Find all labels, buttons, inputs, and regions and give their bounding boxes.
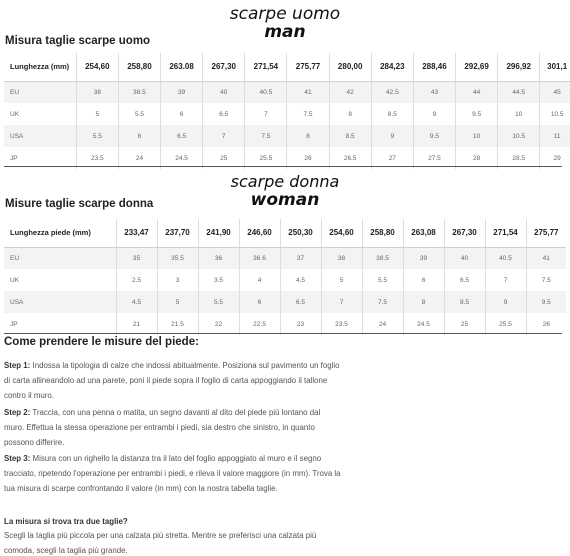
size-cell: 3 <box>157 269 198 291</box>
size-cell: 41 <box>526 247 566 269</box>
size-cell: 24 <box>362 313 403 335</box>
table-row <box>4 291 566 313</box>
header-length-cell: 296,92 <box>498 53 540 81</box>
size-cell: 5.5 <box>76 125 118 147</box>
between-sizes-heading: La misura si trova tra due taglie? <box>4 517 128 526</box>
header-length-cell: 263.08 <box>161 53 203 81</box>
header-length-cell: 267,30 <box>203 53 245 81</box>
men-header-row <box>4 53 570 81</box>
size-cell: 10.5 <box>550 110 564 118</box>
size-cell: 42 <box>329 81 371 103</box>
header-length-cell: 246,60 <box>239 219 280 247</box>
size-cell: 7.5 <box>541 276 551 284</box>
size-cell: 41 <box>287 81 329 103</box>
size-cell: 40.5 <box>485 247 526 269</box>
size-cell: 9.5 <box>456 103 498 125</box>
step-1 <box>4 358 342 403</box>
size-cell: 5 <box>321 269 362 291</box>
size-cell: 7 <box>203 125 245 147</box>
men-title-en: man <box>264 22 306 42</box>
size-cell: 4 <box>239 269 280 291</box>
row-label-cell: USA <box>4 291 116 313</box>
header-length-cell: 254,60 <box>76 53 118 81</box>
step-1-label: Step 1: <box>4 361 31 370</box>
header-length-cell: 292,69 <box>456 53 498 81</box>
men-title-it: scarpe uomo <box>229 4 341 24</box>
table-row <box>4 125 570 147</box>
header-length-cell: 301,1 <box>540 53 570 81</box>
size-cell: 42.5 <box>371 81 413 103</box>
header-label-cell: Lunghezza piede (mm) <box>4 219 116 247</box>
row-label-cell: UK <box>4 103 76 125</box>
size-cell: 10 <box>498 103 540 125</box>
between-sizes-title <box>4 514 342 529</box>
size-cell: 40 <box>203 81 245 103</box>
size-cell: 7.5 <box>245 125 287 147</box>
step-3 <box>4 451 342 496</box>
size-cell: 27 <box>371 147 413 169</box>
size-cell: 45 <box>540 81 570 103</box>
size-cell: 25.5 <box>485 313 526 335</box>
size-cell: 36.6 <box>239 247 280 269</box>
size-cell: 7 <box>485 269 526 291</box>
size-cell: 24.5 <box>403 313 444 335</box>
size-cell: 11 <box>540 125 570 147</box>
step-3-text: Misura con un righello la distanza tra il lato del foglio appoggiato al muro e il segno tracciato, ripetendo l'operazione per entrambi i piedi, e rileva il valore maggiore (in mm). Trova la tua misura di scarpe confrontando il valore (in mm) con la nostra tabella taglie. <box>4 454 341 493</box>
size-cell: 24 <box>118 147 160 169</box>
table-row <box>4 247 566 269</box>
row-label-cell: JP <box>4 313 116 335</box>
size-cell: 37 <box>280 247 321 269</box>
men-size-table <box>4 53 570 169</box>
size-cell: 7.5 <box>362 291 403 313</box>
size-cell: 40.5 <box>245 81 287 103</box>
women-size-table <box>4 219 566 335</box>
header-length-cell: 275,77 <box>526 219 566 247</box>
size-cell: 9 <box>371 125 413 147</box>
women-divider <box>4 333 562 334</box>
women-table-title: Misure taglie scarpe donna <box>5 198 154 210</box>
size-cell: 6 <box>161 103 203 125</box>
size-cell: 25 <box>203 147 245 169</box>
size-cell: 38 <box>76 81 118 103</box>
size-cell: 10 <box>456 125 498 147</box>
size-cell: 39 <box>403 247 444 269</box>
step-2 <box>4 405 342 450</box>
header-length-cell: 288,46 <box>413 53 455 81</box>
row-label-cell: EU <box>4 247 116 269</box>
step-2-text: Traccia, con una penna o matita, un segno davanti al dito del piede più lontano dal muro. Effettua la stessa operazione per entrambi i piedi, sia destro che sinistro, in quanto possono differire. <box>4 408 321 447</box>
men-divider <box>4 166 562 167</box>
size-cell: 23.5 <box>76 147 118 169</box>
size-cell: 6.5 <box>444 269 485 291</box>
header-length-cell: 271,54 <box>245 53 287 81</box>
size-cell: 26 <box>287 147 329 169</box>
size-cell: 29 <box>553 154 561 162</box>
size-cell: 26.5 <box>329 147 371 169</box>
header-length-cell: 254,60 <box>321 219 362 247</box>
size-cell: 43 <box>413 81 455 103</box>
size-cell: 5.5 <box>198 291 239 313</box>
step-2-label: Step 2: <box>4 408 31 417</box>
table-row <box>4 103 570 125</box>
size-cell: 8 <box>329 103 371 125</box>
size-cell: 23 <box>280 313 321 335</box>
size-cell: 35 <box>116 247 157 269</box>
size-cell: 6 <box>118 125 160 147</box>
size-cell: 36 <box>198 247 239 269</box>
header-length-cell: 284,23 <box>371 53 413 81</box>
size-cell: 5 <box>76 103 118 125</box>
size-cell: 7 <box>245 103 287 125</box>
size-cell: 44 <box>456 81 498 103</box>
header-length-cell: 271,54 <box>485 219 526 247</box>
header-label-cell: Lunghezza (mm) <box>4 53 76 81</box>
step-3-label: Step 3: <box>4 454 31 463</box>
size-cell: 27.5 <box>413 147 455 169</box>
size-cell: 8.5 <box>371 103 413 125</box>
size-cell: 38 <box>321 247 362 269</box>
table-row <box>4 269 566 291</box>
size-cell: 24.5 <box>161 147 203 169</box>
size-cell: 44.5 <box>498 81 540 103</box>
row-label-cell: JP <box>4 147 76 169</box>
table-row <box>4 313 566 335</box>
size-cell: 21 <box>116 313 157 335</box>
size-cell: 8.5 <box>329 125 371 147</box>
how-to-measure-title: Come prendere le misure del piede: <box>4 336 199 348</box>
header-length-cell: 263,08 <box>403 219 444 247</box>
size-cell: 6.5 <box>280 291 321 313</box>
size-cell: 22 <box>198 313 239 335</box>
size-cell: 28 <box>456 147 498 169</box>
size-cell: 9.5 <box>413 125 455 147</box>
men-table-title: Misura taglie scarpe uomo <box>5 35 151 47</box>
header-length-cell: 233,47 <box>116 219 157 247</box>
header-length-cell: 250,30 <box>280 219 321 247</box>
size-cell: 3.5 <box>198 269 239 291</box>
row-label-cell: USA <box>4 125 76 147</box>
women-title-en: woman <box>250 190 320 210</box>
size-cell: 8 <box>403 291 444 313</box>
size-cell: 8.5 <box>444 291 485 313</box>
size-cell: 7 <box>321 291 362 313</box>
size-cell: 25.5 <box>245 147 287 169</box>
size-cell: 4.5 <box>116 291 157 313</box>
row-label-cell: UK <box>4 269 116 291</box>
header-length-cell: 237,70 <box>157 219 198 247</box>
size-cell: 10.5 <box>498 125 540 147</box>
size-cell: 8 <box>287 125 329 147</box>
header-length-cell: 267,30 <box>444 219 485 247</box>
header-length-cell: 241,90 <box>198 219 239 247</box>
size-cell: 7.5 <box>287 103 329 125</box>
size-cell: 5 <box>157 291 198 313</box>
size-cell: 9 <box>485 291 526 313</box>
size-cell: 5.5 <box>362 269 403 291</box>
size-cell: 38.5 <box>362 247 403 269</box>
size-cell: 40 <box>444 247 485 269</box>
header-length-cell: 280,00 <box>329 53 371 81</box>
size-cell: 28.5 <box>498 147 540 169</box>
size-cell: 39 <box>161 81 203 103</box>
size-cell: 26 <box>542 320 550 328</box>
size-cell: 6 <box>403 269 444 291</box>
table-row <box>4 81 570 103</box>
size-cell: 2.5 <box>116 269 157 291</box>
row-label-cell: EU <box>4 81 76 103</box>
size-cell: 22.5 <box>239 313 280 335</box>
size-cell: 23.5 <box>321 313 362 335</box>
size-cell: 38.5 <box>118 81 160 103</box>
size-cell: 25 <box>444 313 485 335</box>
header-length-cell: 258,80 <box>362 219 403 247</box>
size-cell: 6 <box>239 291 280 313</box>
header-length-cell: 275,77 <box>287 53 329 81</box>
header-length-cell: 258,80 <box>118 53 160 81</box>
size-cell: 21.5 <box>157 313 198 335</box>
size-cell: 6.5 <box>161 125 203 147</box>
women-title-it: scarpe donna <box>230 172 340 191</box>
women-header-row <box>4 219 566 247</box>
size-cell: 6.5 <box>203 103 245 125</box>
size-cell: 4.5 <box>280 269 321 291</box>
size-cell: 9 <box>413 103 455 125</box>
size-cell: 5.5 <box>118 103 160 125</box>
size-cell: 35.5 <box>157 247 198 269</box>
size-cell: 9.5 <box>526 291 566 313</box>
between-sizes-text: Scegli la taglia più piccola per una calzata più stretta. Mentre se preferisci una calzata più comoda, scegli la taglia più grande. <box>4 531 317 555</box>
step-1-text: Indossa la tipologia di calze che indossi abitualmente. Posiziona sul pavimento un foglio di carta allineandolo ad una parete, poni il piede sopra il foglio di carta appoggiando il tallone contro il muro. <box>4 361 340 400</box>
